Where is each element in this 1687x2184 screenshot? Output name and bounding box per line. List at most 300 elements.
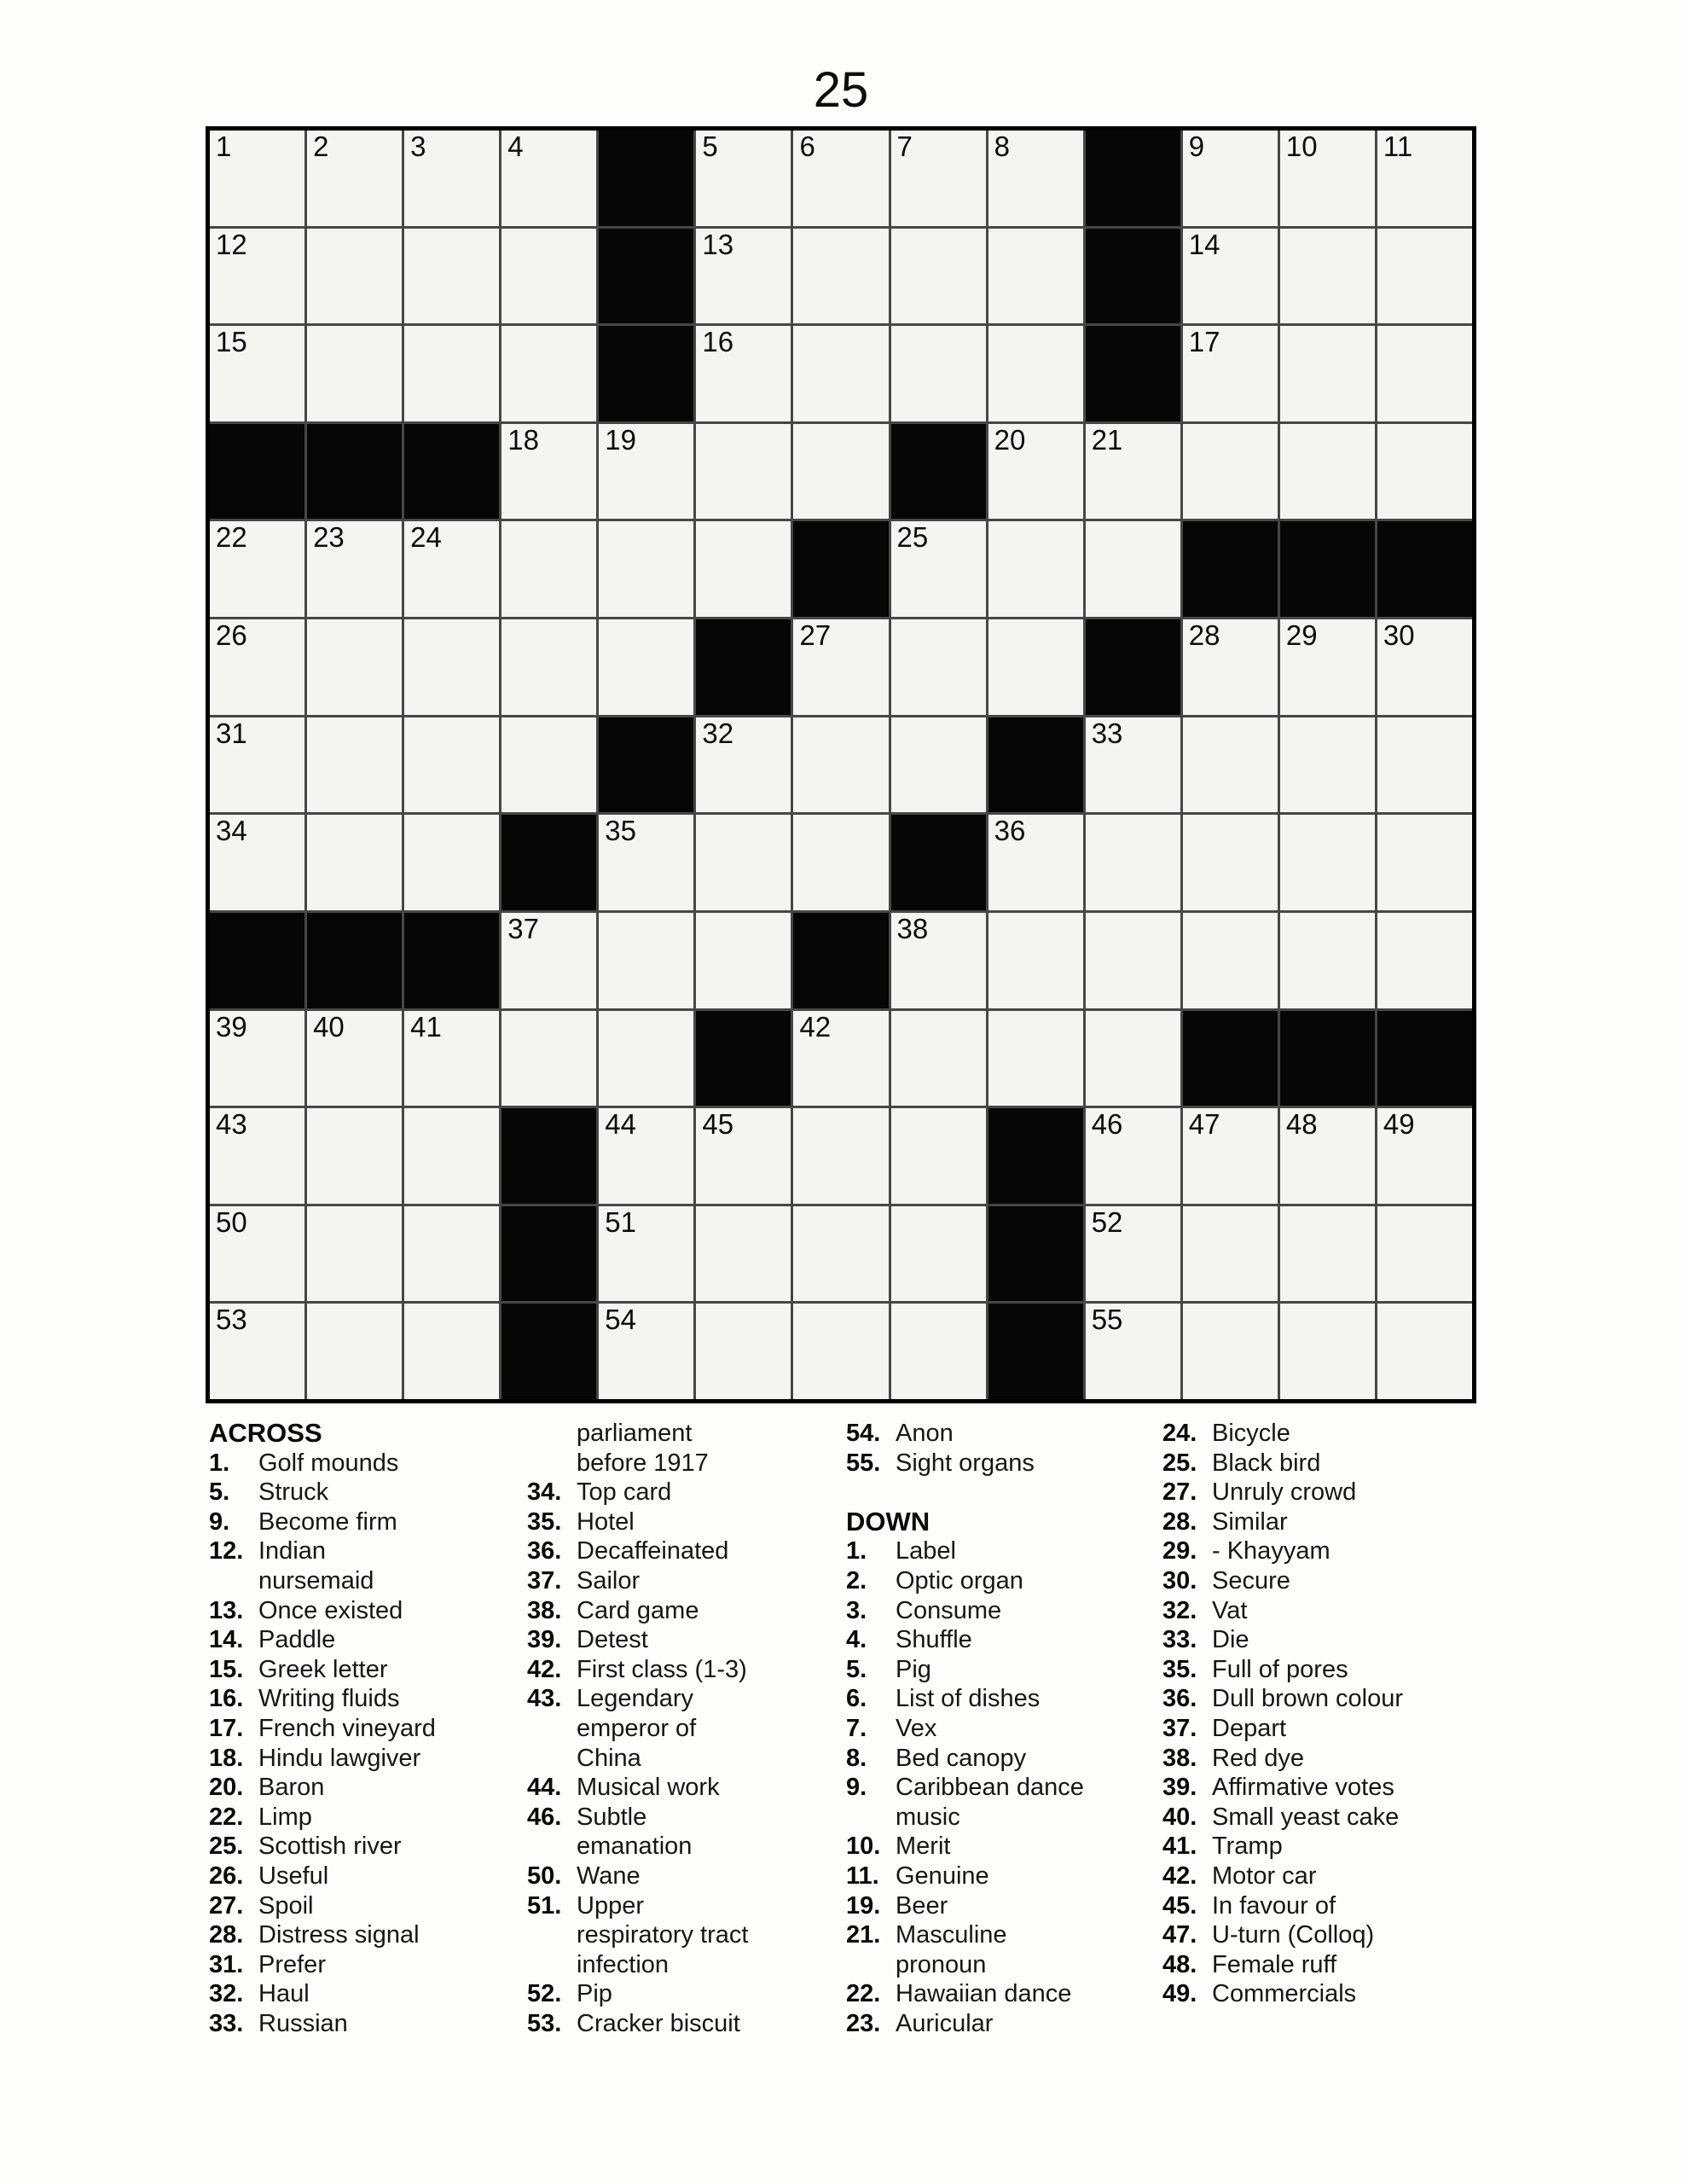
white-cell[interactable]	[696, 326, 791, 421]
clue-text: Commercials	[1212, 1980, 1357, 2008]
clue-line	[846, 1803, 1146, 1833]
cell-number: 5	[702, 131, 718, 162]
white-cell[interactable]	[793, 619, 888, 715]
white-cell[interactable]	[210, 131, 304, 226]
white-cell[interactable]	[1086, 1206, 1180, 1302]
white-cell[interactable]	[793, 424, 888, 520]
white-cell[interactable]	[1280, 815, 1375, 910]
black-cell	[696, 1011, 791, 1107]
white-cell[interactable]	[501, 1011, 596, 1107]
clue-number: 31.	[209, 1950, 244, 1978]
clue-text: In favour of	[1212, 1891, 1336, 1920]
white-cell[interactable]	[696, 1108, 791, 1204]
clue-line	[846, 1449, 1146, 1478]
cell-number: 38	[896, 912, 929, 944]
white-cell[interactable]	[404, 619, 499, 715]
white-cell[interactable]	[988, 913, 1083, 1008]
black-cell	[793, 521, 888, 617]
white-cell[interactable]	[891, 326, 986, 421]
cell-number: 43	[216, 1108, 247, 1141]
black-cell	[210, 913, 304, 1008]
white-cell[interactable]	[1280, 131, 1375, 226]
clue-number: 50.	[527, 1862, 562, 1890]
black-cell	[891, 815, 986, 910]
clue-line	[846, 1891, 1146, 1921]
clue-number: 30.	[1162, 1566, 1197, 1594]
clue-text: Genuine	[896, 1862, 989, 1890]
clue-line	[209, 1714, 526, 1744]
clue-text: Optic organ	[896, 1566, 1023, 1594]
white-cell[interactable]	[599, 913, 693, 1008]
white-cell[interactable]	[404, 326, 499, 421]
white-cell[interactable]	[599, 815, 693, 910]
white-cell[interactable]	[404, 1011, 499, 1107]
cell-number: 17	[1188, 326, 1220, 358]
white-cell[interactable]	[307, 1206, 402, 1302]
white-cell[interactable]	[307, 1011, 402, 1107]
white-cell[interactable]	[210, 619, 304, 715]
clue-number	[527, 1950, 577, 1980]
clue-line	[209, 1478, 526, 1507]
white-cell[interactable]	[988, 229, 1083, 324]
white-cell[interactable]	[501, 424, 596, 520]
white-cell[interactable]	[1377, 326, 1472, 421]
clue-number	[209, 1566, 258, 1596]
white-cell[interactable]	[988, 424, 1083, 520]
clue-text: Black bird	[1212, 1449, 1321, 1477]
clue-text: Once existed	[258, 1596, 403, 1624]
clue-number: 54.	[846, 1420, 881, 1447]
white-cell[interactable]	[1280, 229, 1375, 324]
white-cell[interactable]	[1280, 619, 1375, 715]
clue-text: Label	[896, 1537, 956, 1565]
clue-number: 26.	[209, 1862, 244, 1890]
white-cell[interactable]	[404, 815, 499, 910]
white-cell[interactable]	[1377, 1206, 1472, 1302]
clue-line	[1162, 1596, 1480, 1626]
white-cell[interactable]	[1377, 1304, 1472, 1399]
clue-line	[1162, 1920, 1480, 1950]
clue-line	[1162, 1449, 1480, 1478]
clue-text: nursemaid	[258, 1566, 374, 1594]
white-cell[interactable]	[891, 1206, 986, 1302]
clue-text: Sight organs	[896, 1449, 1035, 1477]
white-cell[interactable]	[1377, 619, 1472, 715]
clue-line	[209, 1655, 526, 1685]
clue-number: 8.	[846, 1744, 867, 1772]
cell-number: 15	[216, 326, 247, 358]
white-cell[interactable]	[599, 424, 693, 520]
cell-number: 33	[1091, 717, 1123, 749]
black-cell	[891, 424, 986, 520]
white-cell[interactable]	[696, 131, 791, 226]
white-cell[interactable]	[793, 1304, 888, 1399]
white-cell[interactable]	[1377, 229, 1472, 324]
clue-line	[846, 1536, 1146, 1566]
black-cell	[501, 1304, 596, 1399]
clue-line	[527, 1478, 848, 1507]
white-cell[interactable]	[599, 1108, 693, 1204]
clue-line	[527, 1449, 848, 1478]
white-cell[interactable]	[1377, 913, 1472, 1008]
clue-text: Limp	[258, 1803, 312, 1831]
clue-line	[1162, 1862, 1480, 1891]
white-cell[interactable]	[307, 1304, 402, 1399]
clue-text: Bicycle	[1212, 1420, 1290, 1447]
white-cell[interactable]	[793, 229, 888, 324]
white-cell[interactable]	[1280, 913, 1375, 1008]
clue-text: Spoil	[258, 1891, 314, 1920]
white-cell[interactable]	[307, 521, 402, 617]
black-cell	[1377, 1011, 1472, 1107]
white-cell[interactable]	[404, 1206, 499, 1302]
black-cell	[501, 1206, 596, 1302]
white-cell[interactable]	[1280, 717, 1375, 813]
clue-text: Pig	[896, 1655, 931, 1683]
white-cell[interactable]	[501, 521, 596, 617]
clue-line	[1162, 1625, 1480, 1655]
white-cell[interactable]	[1280, 1206, 1375, 1302]
white-cell[interactable]	[1183, 131, 1278, 226]
clue-text: respiratory tract	[577, 1921, 749, 1949]
white-cell[interactable]	[793, 1206, 888, 1302]
clue-line	[846, 1655, 1146, 1685]
white-cell[interactable]	[307, 717, 402, 813]
white-cell[interactable]	[696, 717, 791, 813]
black-cell	[501, 1108, 596, 1204]
white-cell[interactable]	[307, 1108, 402, 1204]
clue-line	[846, 1862, 1146, 1891]
clue-line	[527, 1419, 848, 1449]
clue-line	[527, 1832, 848, 1862]
cell-number: 16	[702, 326, 734, 358]
black-cell	[988, 1304, 1083, 1399]
white-cell[interactable]	[307, 229, 402, 324]
white-cell[interactable]	[793, 815, 888, 910]
white-cell[interactable]	[1183, 1108, 1278, 1204]
clue-text: Red dye	[1212, 1744, 1305, 1772]
clue-number: 9.	[846, 1774, 867, 1802]
clue-number: 15.	[209, 1655, 244, 1683]
white-cell[interactable]	[210, 815, 304, 910]
white-cell[interactable]	[891, 229, 986, 324]
white-cell[interactable]	[1086, 424, 1180, 520]
clue-number: 27.	[1162, 1478, 1197, 1507]
clue-text: Tramp	[1212, 1833, 1283, 1861]
white-cell[interactable]	[1086, 1108, 1180, 1204]
white-cell[interactable]	[1377, 131, 1472, 226]
white-cell[interactable]	[1183, 326, 1278, 421]
white-cell[interactable]	[404, 521, 499, 617]
white-cell[interactable]	[307, 131, 402, 226]
black-cell	[1280, 1011, 1375, 1107]
cell-number: 51	[605, 1205, 637, 1238]
white-cell[interactable]	[210, 521, 304, 617]
clue-line	[1162, 1832, 1480, 1862]
white-cell[interactable]	[599, 619, 693, 715]
clue-number: 37.	[527, 1566, 562, 1594]
clue-text: Decaffeinated	[577, 1537, 729, 1565]
white-cell[interactable]	[988, 619, 1083, 715]
clue-number: 11.	[846, 1862, 879, 1890]
cell-number: 12	[216, 228, 247, 260]
clue-number: 35.	[1162, 1655, 1197, 1683]
white-cell[interactable]	[1377, 815, 1472, 910]
spacer	[846, 1478, 1146, 1507]
black-cell	[1086, 326, 1180, 421]
white-cell[interactable]	[1086, 1011, 1180, 1107]
cell-number: 14	[1188, 228, 1220, 260]
white-cell[interactable]	[404, 1108, 499, 1204]
clue-text: Hawaiian dance	[896, 1980, 1072, 2008]
clue-number: 33.	[209, 2009, 244, 2037]
white-cell[interactable]	[891, 1011, 986, 1107]
clue-text: emanation	[577, 1833, 693, 1861]
black-cell	[1183, 1011, 1278, 1107]
clue-line	[209, 1449, 526, 1478]
clues-column-2	[527, 1419, 848, 2038]
white-cell[interactable]	[307, 326, 402, 421]
white-cell[interactable]	[501, 131, 596, 226]
cell-number: 11	[1383, 131, 1413, 162]
clue-text: Greek letter	[258, 1655, 388, 1683]
clue-line	[209, 1979, 526, 2009]
clue-number: 44.	[527, 1774, 562, 1802]
white-cell[interactable]	[599, 521, 693, 617]
white-cell[interactable]	[988, 326, 1083, 421]
clue-line	[209, 1684, 526, 1714]
clue-text: Cracker biscuit	[577, 2009, 740, 2037]
white-cell[interactable]	[1086, 1304, 1180, 1399]
clue-number: 5.	[846, 1655, 867, 1683]
white-cell[interactable]	[696, 815, 791, 910]
cell-number: 48	[1285, 1108, 1318, 1141]
white-cell[interactable]	[891, 913, 986, 1008]
white-cell[interactable]	[1280, 1108, 1375, 1204]
cell-number: 29	[1285, 619, 1318, 652]
cell-number: 27	[799, 619, 832, 652]
white-cell[interactable]	[696, 1206, 791, 1302]
cell-number: 49	[1383, 1108, 1415, 1141]
cell-number: 9	[1188, 131, 1205, 162]
clue-line	[209, 1625, 526, 1655]
cell-number: 23	[313, 521, 345, 554]
white-cell[interactable]	[501, 326, 596, 421]
white-cell[interactable]	[404, 131, 499, 226]
clue-number: 5.	[209, 1478, 230, 1507]
clue-number: 28.	[209, 1921, 244, 1949]
black-cell	[1086, 131, 1180, 226]
cell-number: 25	[896, 521, 929, 554]
white-cell[interactable]	[793, 1108, 888, 1204]
cell-number: 47	[1188, 1108, 1220, 1141]
white-cell[interactable]	[793, 1011, 888, 1107]
black-cell	[599, 131, 693, 226]
white-cell[interactable]	[1183, 717, 1278, 813]
cell-number: 31	[216, 717, 247, 749]
white-cell[interactable]	[404, 1304, 499, 1399]
white-cell[interactable]	[599, 1206, 693, 1302]
clue-text: Dull brown colour	[1212, 1685, 1404, 1713]
clue-text: Vex	[896, 1714, 937, 1742]
white-cell[interactable]	[988, 131, 1083, 226]
clue-number: 21.	[846, 1921, 881, 1949]
white-cell[interactable]	[891, 1304, 986, 1399]
cell-number: 24	[410, 521, 442, 554]
clue-number: 36.	[527, 1537, 562, 1565]
clue-text: Card game	[577, 1596, 699, 1624]
white-cell[interactable]	[210, 1011, 304, 1107]
clue-text: Haul	[258, 1980, 310, 2008]
white-cell[interactable]	[1183, 1304, 1278, 1399]
white-cell[interactable]	[501, 717, 596, 813]
clue-number: 37.	[1162, 1714, 1197, 1742]
white-cell[interactable]	[793, 131, 888, 226]
clue-number: 35.	[527, 1507, 562, 1536]
clue-text: Useful	[258, 1862, 329, 1890]
clue-line	[1162, 1655, 1480, 1685]
white-cell[interactable]	[1086, 521, 1180, 617]
clue-number: 25.	[1162, 1449, 1197, 1477]
clue-line	[209, 1507, 526, 1537]
clues-column-4	[1162, 1419, 1480, 2009]
white-cell[interactable]	[1280, 326, 1375, 421]
white-cell[interactable]	[501, 229, 596, 324]
clue-line	[1162, 1714, 1480, 1744]
cell-number: 40	[313, 1010, 345, 1043]
clue-number: 3.	[846, 1596, 867, 1624]
white-cell[interactable]	[210, 326, 304, 421]
clue-number: 34.	[527, 1478, 562, 1507]
clue-number: 32.	[1162, 1596, 1197, 1624]
clue-line	[527, 1950, 848, 1980]
white-cell[interactable]	[696, 229, 791, 324]
clue-number	[527, 1832, 577, 1862]
white-cell[interactable]	[1183, 913, 1278, 1008]
white-cell[interactable]	[1183, 229, 1278, 324]
clue-text: Writing fluids	[258, 1685, 400, 1713]
white-cell[interactable]	[696, 1304, 791, 1399]
white-cell[interactable]	[1183, 1206, 1278, 1302]
clue-number: 20.	[209, 1774, 244, 1802]
clue-line	[527, 1862, 848, 1891]
black-cell	[501, 815, 596, 910]
clue-line	[209, 1920, 526, 1950]
cell-number: 44	[605, 1108, 637, 1141]
white-cell[interactable]	[696, 521, 791, 617]
white-cell[interactable]	[988, 815, 1083, 910]
cell-number: 45	[702, 1108, 734, 1141]
clue-number: 23.	[846, 2009, 881, 2037]
white-cell[interactable]	[696, 424, 791, 520]
white-cell[interactable]	[404, 717, 499, 813]
white-cell[interactable]	[891, 717, 986, 813]
clue-text: Sailor	[577, 1566, 641, 1594]
white-cell[interactable]	[988, 1011, 1083, 1107]
clue-line	[209, 1950, 526, 1980]
clue-line	[209, 1773, 526, 1803]
clue-line	[846, 1419, 1146, 1449]
black-cell	[1183, 521, 1278, 617]
white-cell[interactable]	[1280, 424, 1375, 520]
white-cell[interactable]	[210, 717, 304, 813]
white-cell[interactable]	[891, 1108, 986, 1204]
clue-text: Caribbean dance	[896, 1774, 1084, 1802]
cell-number: 50	[216, 1205, 247, 1238]
white-cell[interactable]	[1183, 424, 1278, 520]
white-cell[interactable]	[599, 1011, 693, 1107]
clue-line	[527, 1920, 848, 1950]
black-cell	[210, 424, 304, 520]
black-cell	[988, 1206, 1083, 1302]
white-cell[interactable]	[1086, 913, 1180, 1008]
clue-text: Legendary	[577, 1685, 694, 1713]
black-cell	[307, 424, 402, 520]
clue-number: 55.	[846, 1449, 881, 1477]
cell-number: 26	[216, 619, 247, 652]
white-cell[interactable]	[501, 913, 596, 1008]
white-cell[interactable]	[210, 229, 304, 324]
clue-line	[209, 1891, 526, 1921]
clue-number: 43.	[527, 1685, 562, 1713]
clue-line	[1162, 1803, 1480, 1833]
cell-number: 4	[507, 131, 524, 162]
white-cell[interactable]	[891, 521, 986, 617]
clue-number	[846, 1803, 896, 1833]
white-cell[interactable]	[210, 1108, 304, 1204]
clue-text: Struck	[258, 1478, 329, 1507]
white-cell[interactable]	[1183, 815, 1278, 910]
page-number: 25	[813, 62, 869, 118]
white-cell[interactable]	[1183, 619, 1278, 715]
white-cell[interactable]	[891, 619, 986, 715]
clue-number	[527, 1419, 577, 1449]
clue-line	[846, 1714, 1146, 1744]
white-cell[interactable]	[599, 1304, 693, 1399]
white-cell[interactable]	[501, 619, 596, 715]
white-cell[interactable]	[696, 913, 791, 1008]
clue-text: Beer	[896, 1891, 948, 1920]
white-cell[interactable]	[404, 229, 499, 324]
clue-text: Depart	[1212, 1714, 1287, 1742]
white-cell[interactable]	[793, 326, 888, 421]
white-cell[interactable]	[1377, 717, 1472, 813]
white-cell[interactable]	[988, 521, 1083, 617]
clue-line	[846, 1832, 1146, 1862]
white-cell[interactable]	[793, 717, 888, 813]
clues-column-3	[846, 1419, 1146, 2038]
white-cell[interactable]	[1086, 717, 1180, 813]
clue-list-header: ACROSS	[209, 1418, 322, 1448]
white-cell[interactable]	[891, 131, 986, 226]
white-cell[interactable]	[1377, 1108, 1472, 1204]
clue-line	[846, 1979, 1146, 2009]
white-cell[interactable]	[210, 1304, 304, 1399]
white-cell[interactable]	[1086, 815, 1180, 910]
white-cell[interactable]	[307, 619, 402, 715]
crossword-grid	[206, 126, 1476, 1403]
clue-text: Affirmative votes	[1212, 1774, 1394, 1802]
clue-line	[527, 1625, 848, 1655]
clue-text: Paddle	[258, 1626, 336, 1654]
white-cell[interactable]	[307, 815, 402, 910]
clue-line	[527, 2009, 848, 2039]
white-cell[interactable]	[210, 1206, 304, 1302]
white-cell[interactable]	[1280, 1304, 1375, 1399]
clue-text: Indian	[258, 1537, 327, 1565]
white-cell[interactable]	[1377, 424, 1472, 520]
clue-text: Consume	[896, 1596, 1002, 1624]
